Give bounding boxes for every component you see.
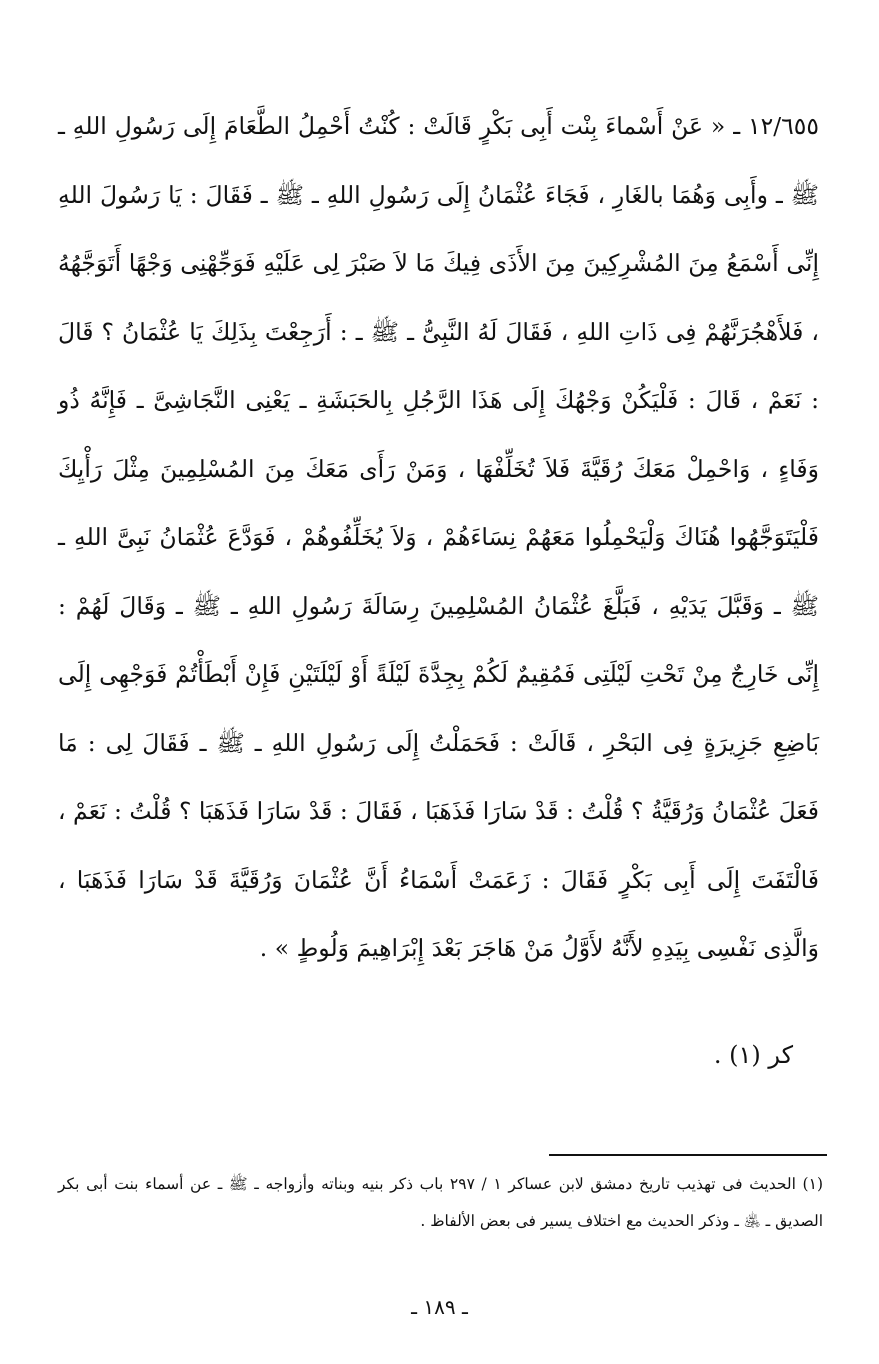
source-reference: كر (١) . [713, 1041, 793, 1069]
page-number: ـ ١٨٩ ـ [411, 1295, 468, 1319]
hadith-paragraph: ١٢/٦٥٥ ـ « عَنْ أَسْماءَ بِنْت أَبِى بَكْرٍ قَالَتْ : كُنْتُ أَحْمِلُ الطَّعَامَ إِلَى رَسُولِ اللهِ ـ ﷺ ـ وأَبِى وَهُمَا بالغَارِ ، فَجَاءَ عُثْمَانُ إِلَى رَسُولِ اللهِ ـ ﷺ ـ فَقَالَ : يَا رَسُولَ اللهِ إِنِّى أَسْمَعُ مِنَ المُشْرِكِينَ مِنَ الأَذَى فِيكَ مَا لاَ صَبْرَ لِى عَلَيْهِ فَوَجِّهْنِى وَجْهًا أَتَوَجَّهُهُ ، فَلأَهْجُرَنَّهُمْ فِى ذَاتِ اللهِ ، فَقَالَ لَهُ النَّبِىُّ ـ ﷺ ـ : أَرَجِعْتَ بِذَلِكَ يَا عُثْمَانُ ؟ قَالَ : نَعَمْ ، قَالَ : فَلْيَكُنْ وَجْهُكَ إِلَى هَذَا الرَّجُلِ بِالحَبَشَةِ ـ يَعْنِى النَّجَاشِىَّ ـ فَإِنَّهُ ذُو وَفَاءٍ ، وَاحْمِلْ مَعَكَ رُقَيَّةَ فَلاَ تُخَلِّفْهَا ، وَمَنْ رَأَى مَعَكَ مِنَ المُسْلِمِينَ مِثْلَ رَأْيِكَ فَلْيَتَوَجَّهُوا هُنَاكَ وَلْيَحْمِلُوا مَعَهُمْ نِسَاءَهُمْ ، وَلاَ يُخَلِّفُوهُمْ ، فَوَدَّعَ عُثْمَانُ نَبِىَّ اللهِ ـ ﷺ ـ وَقَبَّلَ يَدَيْهِ ، فَبَلَّغَ عُثْمَانُ المُسْلِمِينَ رِسَالَةَ رَسُولِ اللهِ ـ ﷺ ـ وَقَالَ لَهُمْ : إِنِّى خَارِجٌ مِنْ تَحْتِ لَيْلَتِى فَمُقِيمٌ لَكُمْ بِجِدَّةَ لَيْلَةً أَوْ لَيْلَتَيْنِ فَإِنْ أَبْطَأْتُمْ فَوَجْهِى إِلَى بَاضِعِ جَزِيرَةٍ فِى البَحْرِ ، قَالَتْ : فَحَمَلْتُ إِلَى رَسُولِ اللهِ ـ ﷺ ـ فَقَالَ لِى : مَا فَعَلَ عُثْمَانُ وَرُقَيَّةُ ؟ قُلْتُ : قَدْ سَارَا فَذَهَبَا ، فَقَالَ : قَدْ سَارَا فَذَهَبَا ؟ قُلْتُ : نَعَمْ ، فَالْتَفَتَ إِلَى أَبِى بَكْرٍ فَقَالَ : زَعَمَتْ أَسْمَاءُ أَنَّ عُثْمَانَ وَرُقَيَّةَ قَدْ سَارَا فَذَهَبَا ، وَالَّذِى نَفْسِى بِيَدِهِ لأَنَّهُ لأَوَّلُ مَنْ هَاجَرَ بَعْدَ إِبْرَاهِيمَ وَلُوطٍ » . [58, 112, 819, 962]
footnote-separator [549, 1154, 827, 1156]
footnote-text: (١) الحديث فى تهذيب تاريخ دمشق لابن عساكر ١ / ٢٩٧ باب ذكر بنيه وبناته وأزواجه ـ ﷺ ـ عن أسماء بنت أبى بكر الصديق ـ ﵁ ـ وذكر الحديث مع اختلاف يسير فى بعض الألفاظ . [58, 1175, 823, 1230]
